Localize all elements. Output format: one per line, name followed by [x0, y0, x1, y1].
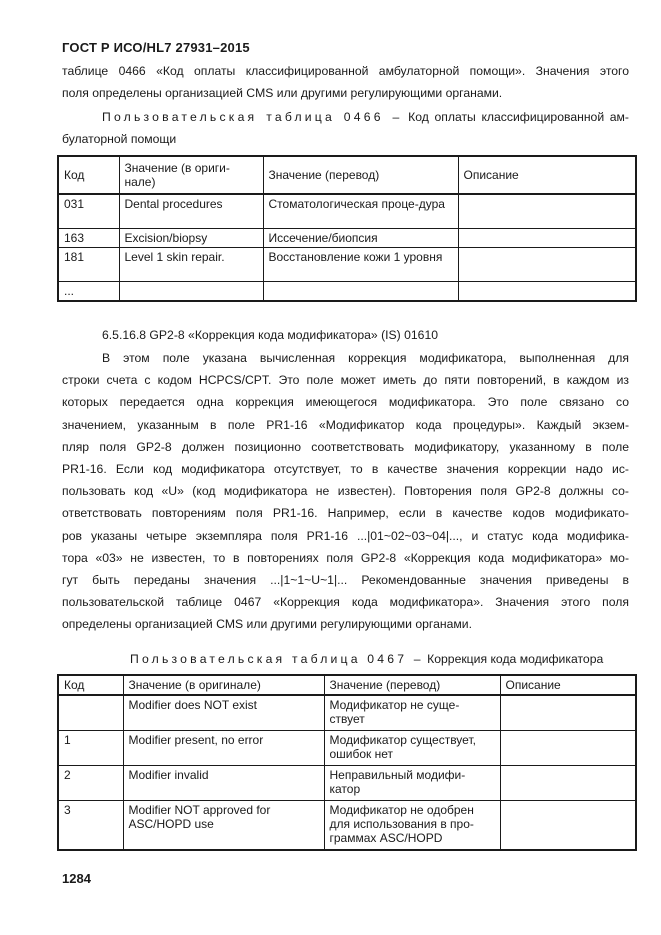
cell-translation: Восстановление кожи 1 уровня [263, 247, 458, 281]
header-original: Значение (в оригинале) [123, 675, 324, 695]
cell-description [500, 730, 636, 765]
caption-prefix: Пользовательская таблица 0466 – [102, 110, 403, 124]
cell-code: 3 [58, 800, 123, 850]
table-row [58, 228, 636, 247]
header-code: Код [58, 156, 119, 194]
caption-title: Коррекция кода модификатора [427, 652, 604, 666]
cell-original: Level 1 skin repair. [119, 247, 263, 281]
cell-code: ... [58, 281, 119, 301]
table-0467 [57, 674, 637, 851]
section-heading: 6.5.16.8 GP2-8 «Коррекция кода модификатора» (IS) 01610 [102, 328, 439, 342]
intro-paragraph [62, 60, 629, 104]
section-line: значением, указанным в поле PR1-16 «Модификатор кода процедуры». Каждый экзем- [62, 417, 629, 432]
header-original: Значение (в ориги-нале) [119, 156, 263, 194]
section-line: ров указаны четыре экземпляра поля PR1-16 ...|01~02~03~04|..., и статус кода модифика- [62, 528, 629, 543]
caption-line-2: булаторной помощи [62, 132, 177, 146]
table-row [58, 765, 636, 800]
header-description: Описание [458, 156, 636, 194]
cell-translation: Модификатор существует, ошибок нет [324, 730, 500, 765]
header-translation: Значение (перевод) [324, 675, 500, 695]
header-description: Описание [500, 675, 636, 695]
cell-original: Modifier present, no error [123, 730, 324, 765]
caption-title: Код оплаты классифицированной ам- [408, 110, 629, 124]
section-line: пользовать код «U» (код модификатора не известен). Повторения поля GP2-8 должны со- [62, 484, 629, 499]
table-0466 [57, 155, 637, 302]
section-line: ответствовать повторениям поля PR1-16. Например, если в качестве кодов модификато- [62, 506, 629, 521]
cell-description [458, 247, 636, 281]
cell-description [458, 194, 636, 228]
table-row [58, 695, 636, 730]
table-0467-caption [62, 648, 629, 670]
cell-code: 181 [58, 247, 119, 281]
section-line: пляр поля GP2-8 должен позиционно соответствовать модификатору, указанному в поле [62, 439, 629, 454]
table-row [58, 281, 636, 301]
section-line: пользовательской таблице 0467 «Коррекция кода модификатора». Значения этого поля [62, 595, 629, 610]
page-number: 1284 [62, 871, 91, 886]
cell-code: 2 [58, 765, 123, 800]
cell-description [500, 695, 636, 730]
table-row [58, 194, 636, 228]
table-row [58, 800, 636, 850]
cell-description [458, 281, 636, 301]
cell-translation: Неправильный модифи-катор [324, 765, 500, 800]
cell-translation [263, 281, 458, 301]
cell-code [58, 695, 123, 730]
table-row [58, 247, 636, 281]
cell-translation: Модификатор не одобрен для использования в про-граммах ASC/HOPD [324, 800, 500, 850]
cell-original: Modifier NOT approved for ASC/HOPD use [123, 800, 324, 850]
section-paragraph [62, 347, 629, 636]
header-translation: Значение (перевод) [263, 156, 458, 194]
cell-description [500, 765, 636, 800]
section-line: PR1-16. Если код модификатора отсутствует, то в качестве значения коррекции надо ис- [62, 462, 629, 477]
cell-code: 163 [58, 228, 119, 247]
cell-code: 031 [58, 194, 119, 228]
cell-description [458, 228, 636, 247]
table-row [58, 730, 636, 765]
section-line: которых передается одна коррекция имеющегося модификатора. Это поле связано со [62, 395, 629, 410]
caption-prefix: Пользовательская таблица 0467 – [130, 652, 424, 666]
cell-code: 1 [58, 730, 123, 765]
header-code: Код [58, 675, 123, 695]
intro-line: таблице 0466 «Код оплаты классифицированной амбулаторной помощи». Значения этого [62, 64, 629, 78]
section-line: строки счета с кодом HCPCS/CPT. Это поле может иметь до пяти повторений, в каждом из [62, 373, 629, 388]
intro-line: поля определены организацией CMS или другими регулирующими органами. [62, 86, 503, 101]
cell-description [500, 800, 636, 850]
cell-original: Modifier does NOT exist [123, 695, 324, 730]
section-line: тора «03» не известен, то в повторениях поля GP2-8 «Коррекция кода модификатора» мо- [62, 550, 629, 565]
cell-original: Modifier invalid [123, 765, 324, 800]
section-line: гут быть переданы значения ...|1~1~U~1|... Рекомендованные значения приведены в [62, 573, 629, 588]
cell-translation: Стоматологическая проце-дура [263, 194, 458, 228]
cell-original: Excision/biopsy [119, 228, 263, 247]
cell-original [119, 281, 263, 301]
cell-translation: Иссечение/биопсия [263, 228, 458, 247]
table-header-row [58, 156, 636, 194]
cell-original: Dental procedures [119, 194, 263, 228]
cell-translation: Модификатор не суще-ствует [324, 695, 500, 730]
section-line: определены организацией CMS или другими регулирующими органами. [62, 617, 472, 632]
table-0466-caption [62, 106, 629, 150]
table-header-row [58, 675, 636, 695]
standard-header: ГОСТ Р ИСО/HL7 27931–2015 [62, 40, 250, 55]
section-line: В этом поле указана вычисленная коррекция модификатора, выполненная для [102, 351, 629, 365]
